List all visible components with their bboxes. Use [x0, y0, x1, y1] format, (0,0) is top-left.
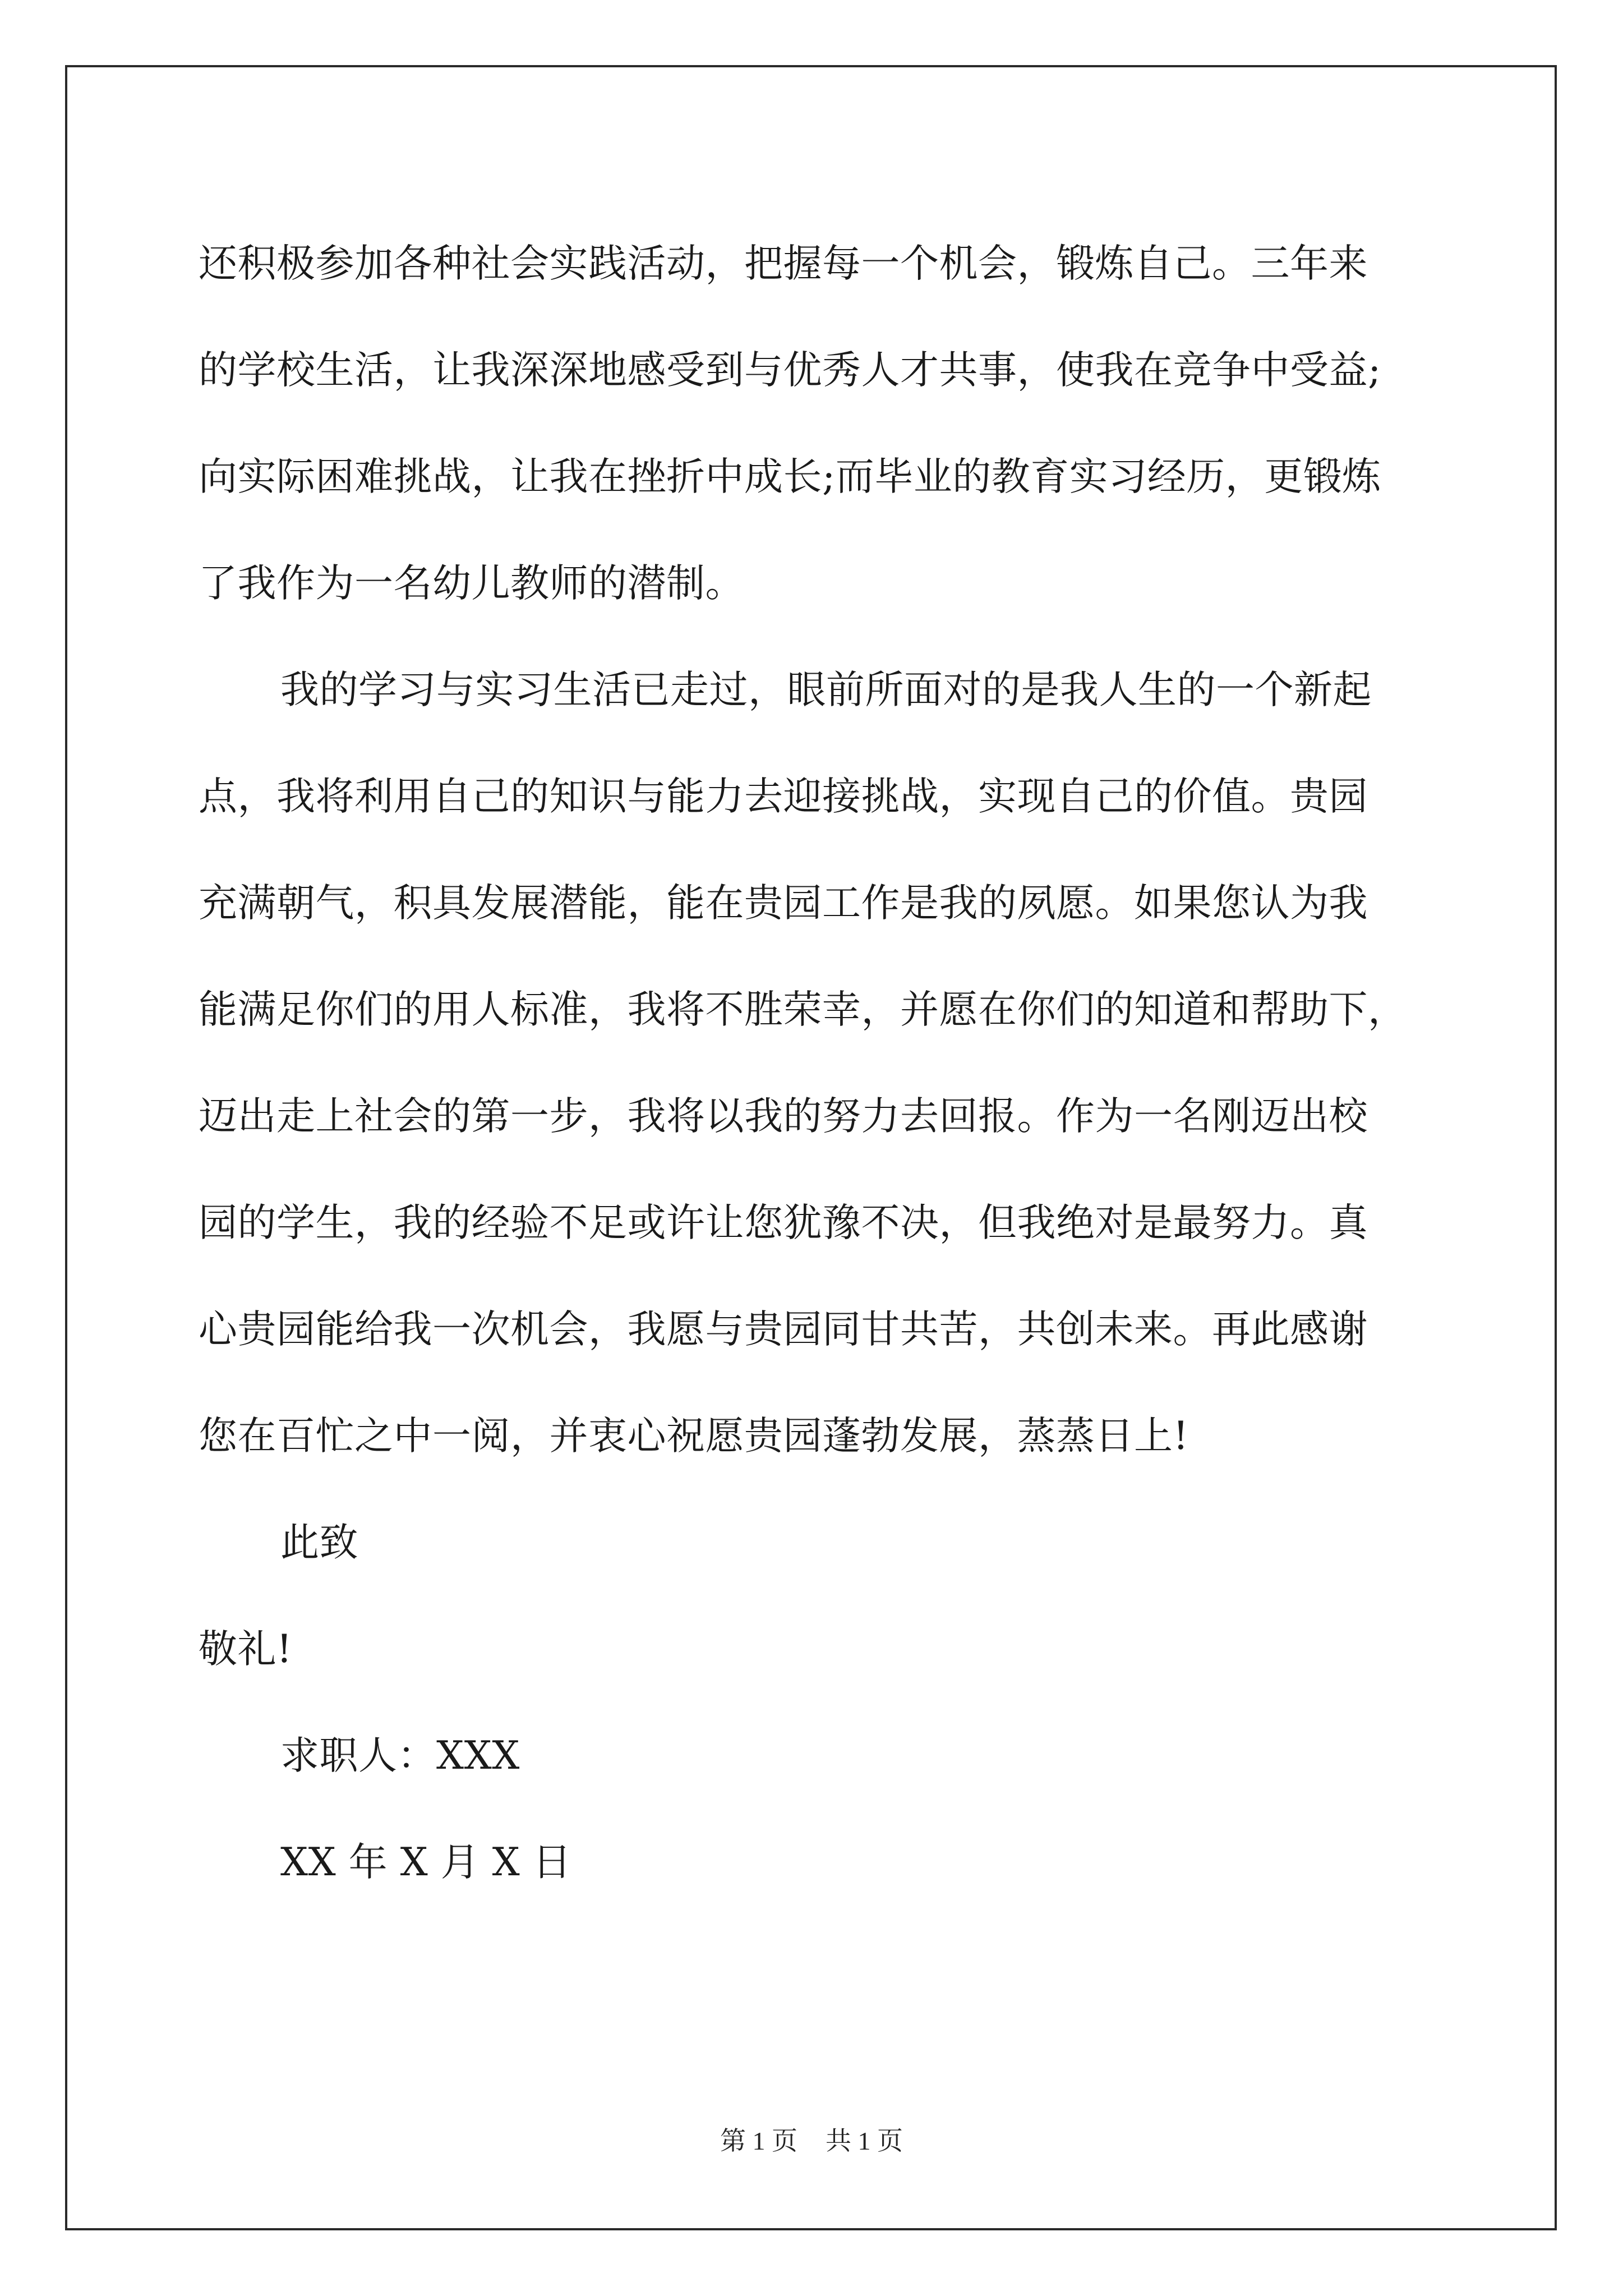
- paragraph-line: 心贵园能给我一次机会，我愿与贵园同甘共苦，共创未来。再此感谢: [199, 1307, 1368, 1352]
- paragraph-line: 向实际困难挑战，让我在挫折中成长;而毕业的教育实习经历，更锻炼: [199, 454, 1381, 499]
- paragraph-line: 您在百忙之中一阅，并衷心祝愿贵园蓬勃发展，蒸蒸日上!: [199, 1414, 1189, 1458]
- paragraph-line: 点，我将利用自己的知识与能力去迎接挑战，实现自己的价值。贵园: [199, 774, 1368, 819]
- paragraph-line: 的学校生活，让我深深地感受到与优秀人才共事，使我在竞争中受益;: [199, 348, 1381, 393]
- paragraph-line: 了我作为一名幼儿教师的潜制。: [199, 561, 744, 606]
- letter-body: [199, 210, 1432, 1916]
- paragraph-line: 迈出走上社会的第一步，我将以我的努力去回报。作为一名刚迈出校: [199, 1094, 1368, 1139]
- paragraph-line: 还积极参加各种社会实践活动，把握每一个机会，锻炼自己。三年来: [199, 241, 1368, 286]
- date-line: XX 年 X 月 X 日: [280, 1840, 572, 1885]
- salutation-line: 敬礼!: [199, 1627, 293, 1672]
- salutation-line: 此致: [280, 1520, 358, 1565]
- page-total: 共 1 页: [826, 2127, 903, 2155]
- paragraph-line: 充满朝气，积具发展潜能，能在贵园工作是我的夙愿。如果您认为我: [199, 881, 1368, 926]
- paragraph-line: 我的学习与实习生活已走过，眼前所面对的是我人生的一个新起: [280, 668, 1372, 712]
- paragraph-line: 园的学生，我的经验不足或许让您犹豫不决，但我绝对是最努力。真: [199, 1200, 1368, 1245]
- paragraph-line: 能满足你们的用人标准，我将不胜荣幸，并愿在你们的知道和帮助下，: [199, 987, 1407, 1032]
- signature-line: 求职人：XXX: [280, 1733, 520, 1778]
- page-footer: [0, 2120, 1623, 2157]
- page-number: 第 1 页: [720, 2127, 797, 2155]
